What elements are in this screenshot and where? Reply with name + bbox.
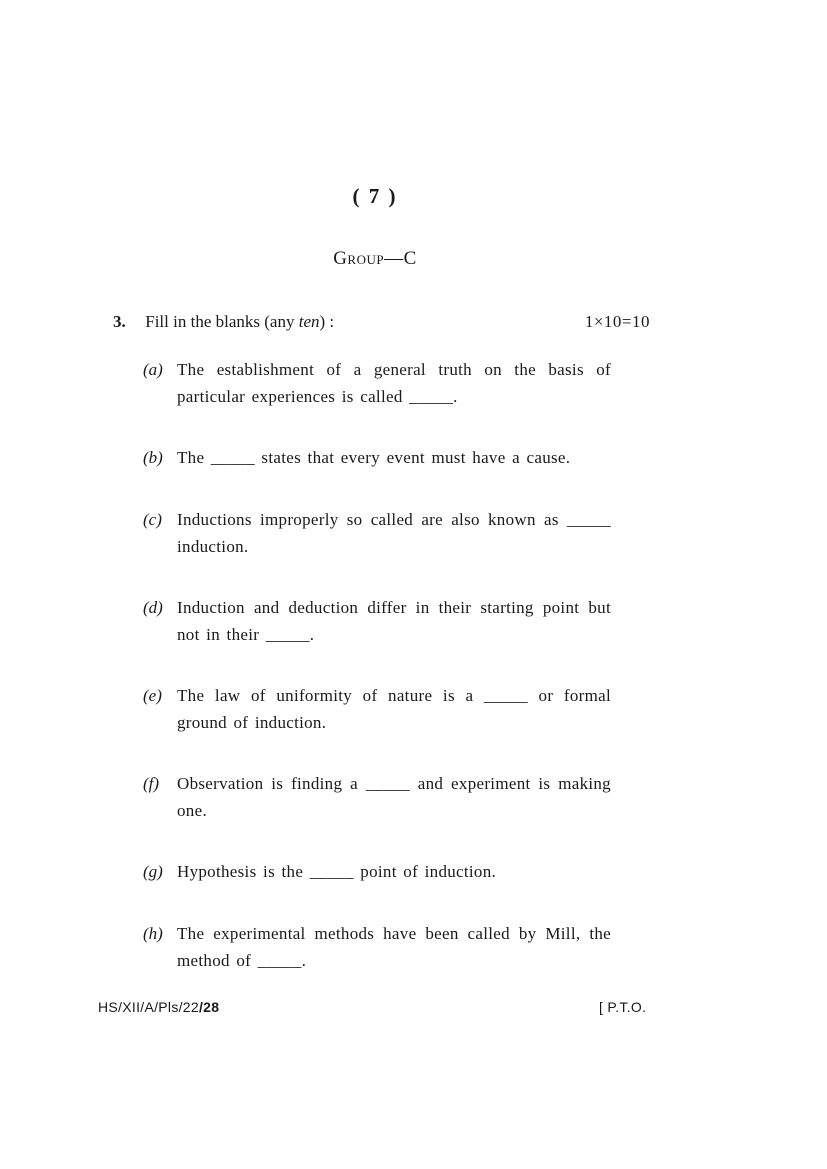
- item-label: (b): [143, 448, 163, 467]
- instruction-emphasis: ten: [298, 312, 320, 331]
- question-number: 3.: [113, 312, 126, 331]
- pto-marker: [ P.T.O.: [599, 999, 647, 1015]
- question-item-f: [143, 770, 611, 824]
- item-text: The _____ states that every event must have a cause.: [177, 448, 571, 467]
- item-text: Hypothesis is the _____ point of induction.: [177, 862, 497, 881]
- question-item-g: [143, 858, 611, 885]
- question-item-d: [143, 594, 611, 648]
- question-item-e: [143, 682, 611, 736]
- item-label: (c): [143, 510, 162, 529]
- item-label: (f): [143, 774, 160, 793]
- marks-allocation: 1×10=10: [584, 312, 650, 331]
- paper-code-suffix: /28: [198, 999, 220, 1015]
- question-item-b: [143, 444, 611, 471]
- instruction-part-1: Fill in the blanks (any: [145, 312, 299, 331]
- page-number: ( 7 ): [352, 184, 398, 208]
- instruction-part-2: ) :: [319, 312, 335, 331]
- item-text: The law of uniformity of nature is a _____ or formal ground of induction.: [177, 686, 611, 732]
- question-item-a: [143, 356, 611, 410]
- item-text: Observation is finding a _____ and experiment is making one.: [177, 774, 611, 820]
- item-label: (g): [143, 862, 163, 881]
- item-label: (h): [143, 924, 163, 943]
- item-text: Inductions improperly so called are also known as _____ induction.: [177, 510, 611, 556]
- item-label: (d): [143, 598, 163, 617]
- paper-code-prefix: HS/XII/A/Pls/22: [98, 999, 199, 1015]
- question-instruction: [113, 312, 334, 332]
- instruction-text: [145, 312, 334, 331]
- item-text: Induction and deduction differ in their starting point but not in their _____.: [177, 598, 611, 644]
- question-header: [113, 312, 650, 332]
- group-heading: Group—C: [333, 248, 417, 269]
- paper-code: [98, 999, 219, 1015]
- item-text: The establishment of a general truth on the basis of particular experiences is called _____.: [177, 360, 611, 406]
- item-label: (e): [143, 686, 162, 705]
- question-item-c: [143, 506, 611, 560]
- item-label: (a): [143, 360, 163, 379]
- question-item-h: [143, 920, 611, 974]
- item-text: The experimental methods have been called by Mill, the method of _____.: [177, 924, 611, 970]
